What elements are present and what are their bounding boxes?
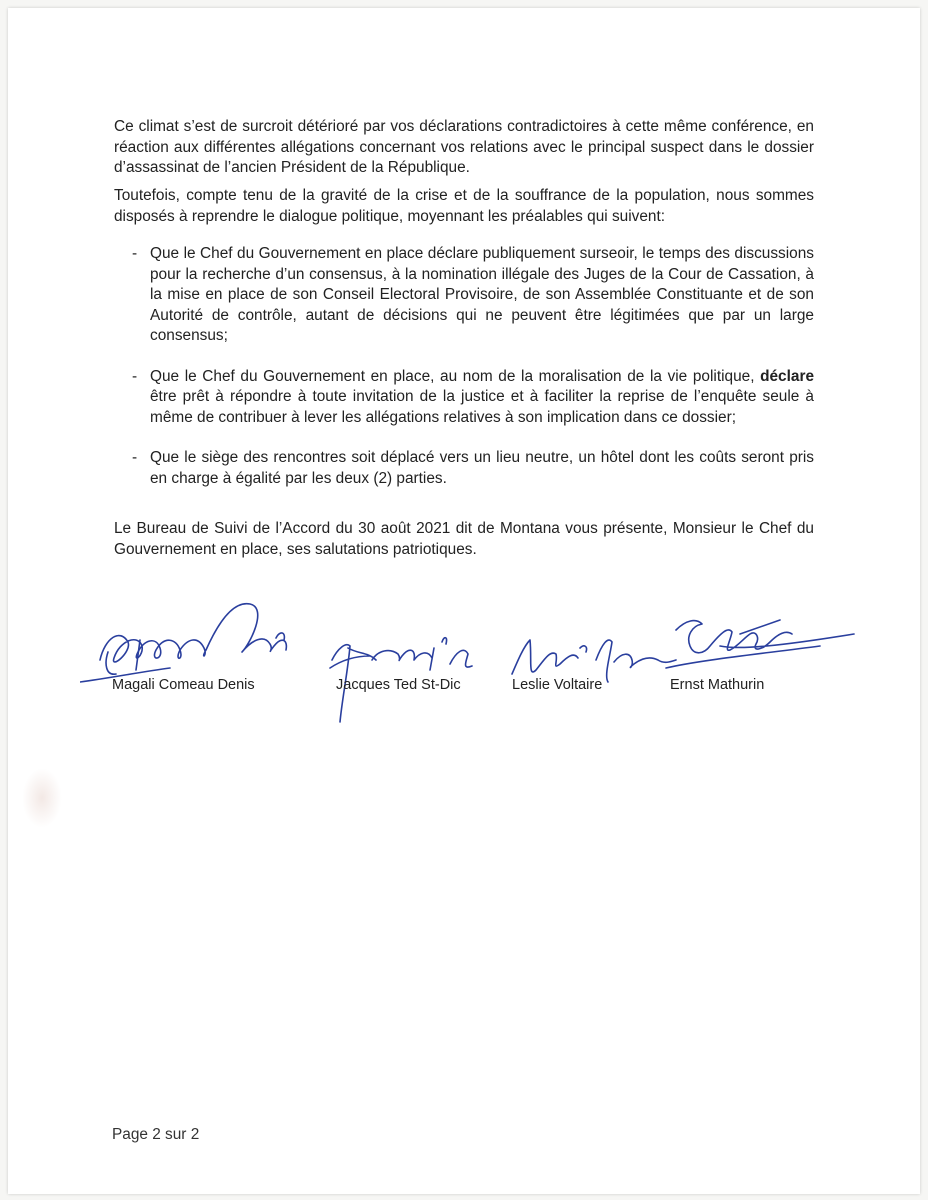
- list-dash: -: [132, 245, 138, 262]
- signatory-name-2: Jacques Ted St-Dic: [336, 677, 461, 693]
- condition-item: [132, 448, 814, 489]
- list-dash: -: [132, 449, 138, 466]
- condition-text: être prêt à répondre à toute invitation de la justice et à faciliter la reprise de l’enquête seule à même de contribuer à lever les allégations relatives à son implication dans ce dossier;: [150, 388, 814, 426]
- paper-stain: [22, 768, 62, 828]
- paragraph-climat: Ce climat s’est de surcroit détérioré par vos déclarations contradictoires à cette même conférence, en réaction aux différentes allégations concernant vos relations avec le principal suspect dans le dossier d’assassinat de l’ancien Président de la République.: [114, 118, 814, 176]
- signature-1: [80, 604, 286, 682]
- condition-item: [132, 367, 814, 429]
- condition-text: Que le Chef du Gouvernement en place déclare publiquement surseoir, le temps des discussions pour la recherche d’un consensus, à la nomination illégale des Juges de la Cour de Cassation, à la mise en place de son Conseil Electoral Provisoire, de son Assemblée Constituante et de son Autorité de contrôle, autant de décisions qui ne peuvent être légitimées que par un large consensus;: [150, 245, 814, 344]
- list-dash: -: [132, 367, 138, 385]
- paragraph-toutefois: Toutefois, compte tenu de la gravité de la crise et de la souffrance de la population, nous sommes disposés à reprendre le dialogue politique, moyennant les préalables qui suivent:: [114, 187, 814, 225]
- condition-text: Que le siège des rencontres soit déplacé vers un lieu neutre, un hôtel dont les coûts seront pris en charge à égalité par les deux (2) parties.: [150, 449, 814, 487]
- condition-bold-word: déclare: [760, 367, 814, 385]
- signature-4: [676, 620, 854, 653]
- signatory-name-1: Magali Comeau Denis: [112, 677, 255, 693]
- signatory-name-4: Ernst Mathurin: [670, 677, 765, 693]
- signature-3: [512, 640, 676, 682]
- signature-block: [80, 590, 860, 740]
- paragraph-closing: Le Bureau de Suivi de l’Accord du 30 août 2021 dit de Montana vous présente, Monsieur le Chef du Gouvernement en place, ses salutations patriotiques.: [114, 520, 814, 558]
- signatory-name-3: Leslie Voltaire: [512, 677, 603, 693]
- page-number: Page 2 sur 2: [112, 1126, 200, 1143]
- condition-item: [132, 244, 814, 347]
- condition-text: Que le Chef du Gouvernement en place, au nom de la moralisation de la vie politique,: [150, 367, 755, 385]
- handwritten-signatures: [80, 590, 860, 740]
- conditions-list: [132, 244, 814, 509]
